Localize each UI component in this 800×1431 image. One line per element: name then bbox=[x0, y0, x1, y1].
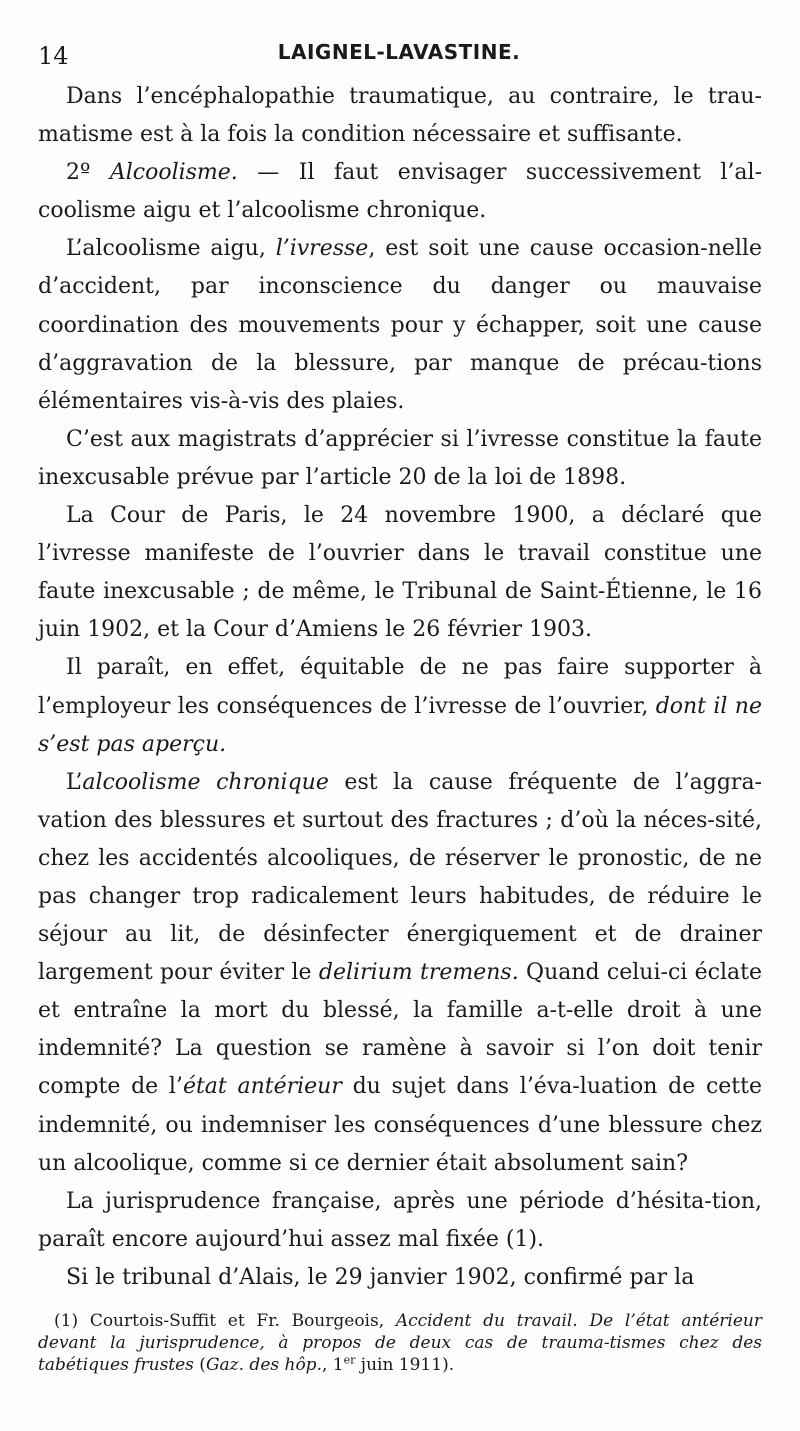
page-header bbox=[38, 36, 760, 72]
paragraph-3-italic: l’ivresse bbox=[275, 236, 369, 262]
paragraph-3-text-a: L’alcoolisme aigu, bbox=[66, 236, 276, 262]
paragraph-jurisprudence bbox=[38, 1183, 762, 1259]
paragraph-7-text-a: L’ bbox=[66, 769, 83, 795]
paragraph-8-text: La jurisprudence française, après une période d’hésita-tion, paraît encore aujourd’hui assez mal fixée (1). bbox=[38, 1188, 762, 1252]
footnote-title: Accident du travail. De l’état antérieur devant la jurisprudence, à propos de deux cas de trauma-tismes chez des tabétiques frustes bbox=[38, 1311, 762, 1375]
paragraph-magistrats bbox=[38, 421, 762, 497]
section-title: Alcoolisme. bbox=[109, 160, 238, 186]
paragraph-6-italic: dont il ne s’est pas aperçu. bbox=[38, 693, 762, 757]
paragraph-7-italic-3: état antérieur bbox=[182, 1074, 342, 1100]
paragraph-equitable bbox=[38, 649, 762, 763]
section-number: 2º bbox=[66, 160, 110, 186]
paragraph-4-text: C’est aux magistrats d’apprécier si l’ivresse constitue la faute inexcusable prévue par l’article 20 de la loi de 1898. bbox=[38, 426, 762, 490]
footnote-marker: (1) bbox=[54, 1311, 90, 1331]
paragraph-7-text-c: Quand celui-ci éclate et entraîne la mort du blessé, la famille a-t-elle droit à une indemnité? La question se ramène à savoir si l’on doit tenir compte de l’ bbox=[38, 960, 762, 1100]
paragraph-tribunal-alais bbox=[38, 1259, 762, 1297]
footnote-date-b: juin 1911). bbox=[355, 1355, 455, 1375]
paragraph-cour-paris bbox=[38, 497, 762, 649]
paragraph-alcoolisme bbox=[38, 154, 762, 230]
running-head: LAIGNEL-LAVASTINE. bbox=[277, 40, 521, 64]
footnote-paren: ( bbox=[193, 1355, 206, 1375]
paragraph-7-text-d: du sujet dans l’éva-luation de cette indemnité, ou indemniser les conséquences d’une blessure chez un alcoolique, comme si ce dernier était absolument sain? bbox=[38, 1074, 762, 1176]
paragraph-alcoolisme-chronique bbox=[38, 764, 762, 1183]
paragraph-1-text: Dans l’encéphalopathie traumatique, au contraire, le trau-matisme est à la fois la condition nécessaire et suffisante. bbox=[38, 84, 762, 148]
footnotes bbox=[38, 1310, 762, 1376]
footnote-date-a: , 1 bbox=[321, 1355, 344, 1375]
footnote-authors: Courtois-Suffit et Fr. Bourgeois, bbox=[89, 1311, 396, 1331]
paragraph-9-text: Si le tribunal d’Alais, le 29 janvier 1902, confirmé par la bbox=[66, 1264, 695, 1290]
page-number: 14 bbox=[38, 42, 69, 70]
footnote-journal: Gaz. des hôp. bbox=[205, 1355, 322, 1375]
paragraph-7-italic-2: delirium tremens. bbox=[318, 960, 519, 986]
paragraph-2-text: — Il faut envisager successivement l’al-coolisme aigu et l’alcoolisme chronique. bbox=[38, 160, 763, 224]
paragraph-6-text: Il paraît, en effet, équitable de ne pas faire supporter à l’employeur les conséquences de l’ivresse de l’ouvrier, bbox=[38, 655, 762, 719]
paragraph-7-italic-1: alcoolisme chronique bbox=[82, 769, 329, 795]
paragraph-1 bbox=[38, 78, 762, 154]
paragraph-3-text-b: , est soit une cause occasion-nelle d’accident, par inconscience du danger ou mauvaise coordination des mouvements pour y échapper, soit une cause d’aggravation de la blessure, par manque de précau-tions élémentaires vis-à-vis des plaies. bbox=[38, 236, 762, 414]
body-text bbox=[38, 78, 762, 1297]
footnote-1 bbox=[38, 1310, 762, 1376]
paragraph-alcoolisme-aigu bbox=[38, 230, 762, 420]
paragraph-5-text: La Cour de Paris, le 24 novembre 1900, a déclaré que l’ivresse manifeste de l’ouvrier dans le travail constitue une faute inexcusable ; de même, le Tribunal de Saint-Étienne, le 16 juin 1902, et la Cour d’Amiens le 26 février 1903. bbox=[38, 503, 762, 643]
footnote-date-sup: er bbox=[343, 1353, 356, 1367]
paragraph-7-text-b: est la cause fréquente de l’aggra-vation des blessures et surtout des fractures ; d’où la néces-sité, chez les accidentés alcooliques, de réserver le pronostic, de ne pas changer trop radicalement leurs habitudes, de réduire le séjour au lit, de désinfecter énergiquement et de drainer largement pour éviter le bbox=[38, 769, 762, 986]
